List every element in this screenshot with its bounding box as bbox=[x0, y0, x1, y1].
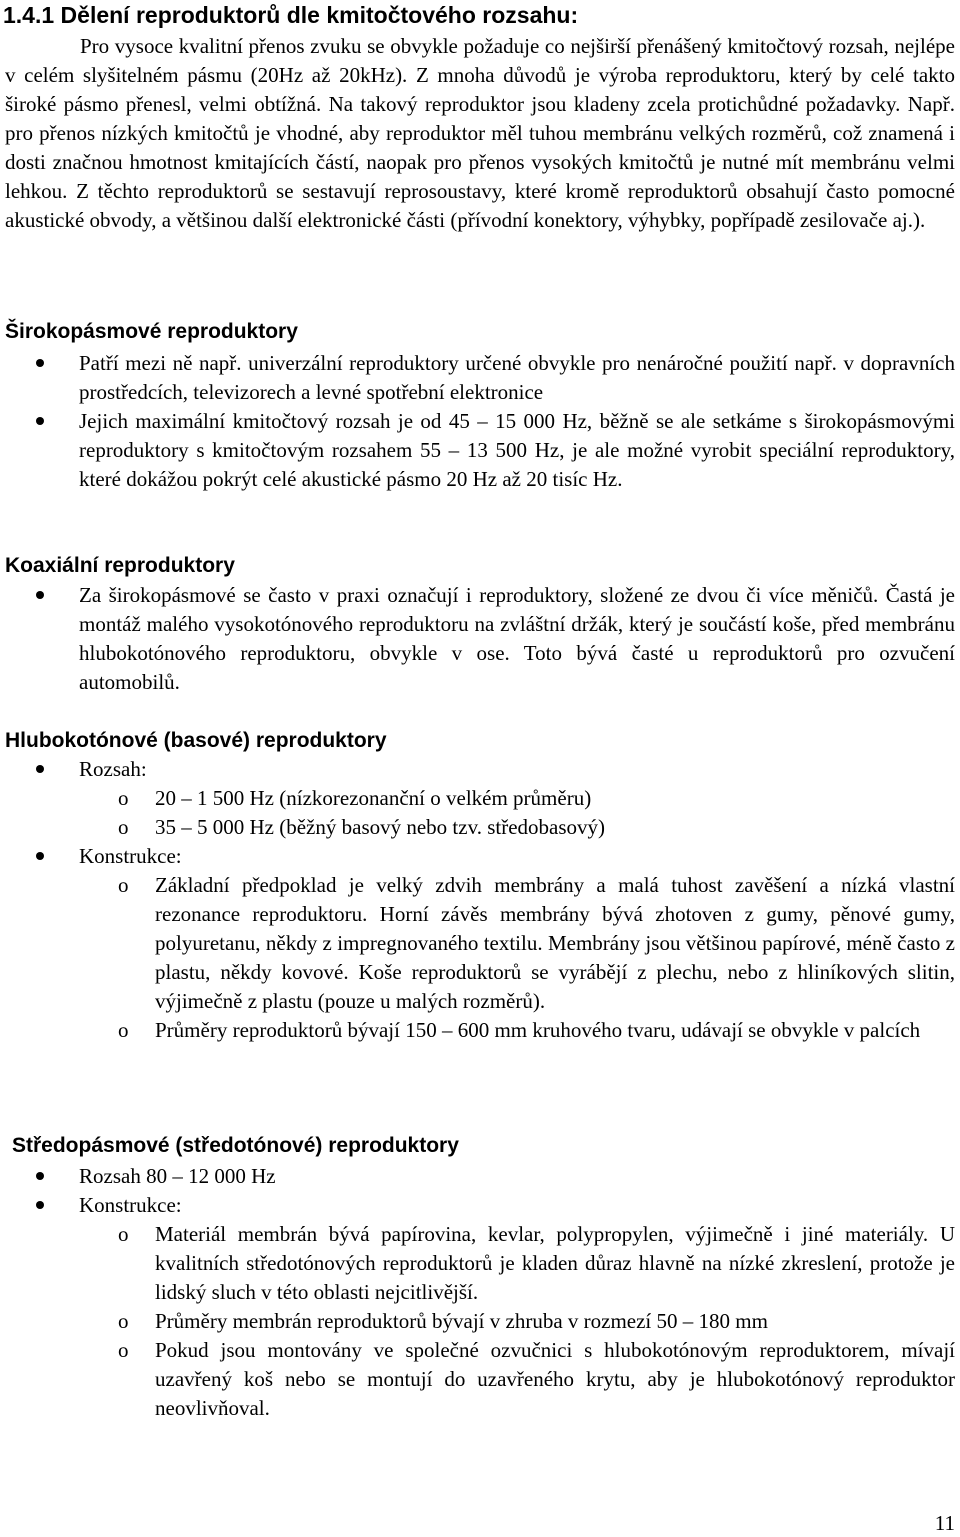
list-item: Jejich maximální kmitočtový rozsah je od 45 – 15 000 Hz, běžně se ale setkáme s širokopásmovými reproduktory s kmitočtovým rozsahem 55 – 13 500 Hz, je ale možné vyrobit speciální reproduktory, které dokážou pokrýt celé akustické pásmo 20 Hz až 20 tisíc Hz. bbox=[0, 407, 960, 494]
list-item bbox=[0, 755, 960, 842]
list-item bbox=[0, 1191, 960, 1423]
section-heading-hlubokotonove: Hlubokotónové (basové) reproduktory bbox=[5, 729, 387, 752]
page-title: 1.4.1 Dělení reproduktorů dle kmitočtového rozsahu: bbox=[3, 2, 579, 28]
koaxialni-list bbox=[0, 581, 960, 697]
section-heading-sirokopasmove: Širokopásmové reproduktory bbox=[5, 320, 298, 343]
list-item-label: Konstrukce: bbox=[79, 844, 182, 868]
page-number: 11 bbox=[934, 1511, 955, 1535]
list-item bbox=[0, 842, 960, 1045]
list-item: Patří mezi ně např. univerzální reproduktory určené obvykle pro nenáročné použití např. v dopravních prostředcích, televizorech a levné spotřební elektronice bbox=[0, 349, 960, 407]
sub-list-item: o Základní předpoklad je velký zdvih membrány a malá tuhost zavěšení a nízká vlastní rezonance reproduktoru. Horní závěs membrány bývá zhotoven z gumy, pěnové gumy, polyuretanu, někdy z impregnovaného textilu. Membrány jsou většinou papírové, méně často z plastu, někdy kovové. Koše reproduktorů se vyrábějí z plechu, nebo z hliníkových slitin, výjimečně z plastu (pouze u malých rozměrů). bbox=[79, 871, 955, 1016]
section-heading-koaxialni: Koaxiální reproduktory bbox=[5, 554, 235, 577]
list-item: Za širokopásmové se často v praxi označují i reproduktory, složené ze dvou či více měničů. Častá je montáž malého vysokotónového reproduktoru na zvláštní držák, který je součástí koše, před membránu hlubokotónového reproduktoru, obvykle v ose. Toto bývá časté u reproduktorů pro ozvučení automobilů. bbox=[0, 581, 960, 697]
sub-list-item: o Průměry reproduktorů bývají 150 – 600 mm kruhového tvaru, udávají se obvykle v palcích bbox=[79, 1016, 955, 1045]
sub-list-item: o 20 – 1 500 Hz (nízkorezonanční o velkém průměru) bbox=[79, 784, 955, 813]
list-item-label: Konstrukce: bbox=[79, 1193, 182, 1217]
sub-list-item: o Průměry membrán reproduktorů bývají v zhruba v rozmezí 50 – 180 mm bbox=[79, 1307, 955, 1336]
intro-paragraph: Pro vysoce kvalitní přenos zvuku se obvykle požaduje co nejširší přenášený kmitočtový rozsah, nejlépe v celém slyšitelném pásmu (20Hz až 20kHz). Z mnoha důvodů je výroba reproduktoru, který by celé takto široké pásmo přenesl, velmi obtížná. Na takový reproduktor jsou kladeny zcela protichůdné požadavky. Např. pro přenos nízkých kmitočtů je vhodné, aby reproduktor měl tuhou membránu velkých rozměrů, což znamená i dosti značnou hmotnost kmitajících částí, naopak pro přenos vysokých kmitočtů je nutné mít membránu velmi lehkou. Z těchto reproduktorů se sestavují reprosoustavy, které kromě reproduktorů obsahují často pomocné akustické obvody, a většinou další elektronické části (přívodní konektory, výhybky, popřípadě zesilovače aj.). bbox=[5, 34, 955, 232]
sub-list-item: o 35 – 5 000 Hz (běžný basový nebo tzv. středobasový) bbox=[79, 813, 955, 842]
section-heading-stredopasmove: Středopásmové (středotónové) reproduktory bbox=[12, 1134, 459, 1157]
sub-list bbox=[79, 871, 955, 1045]
list-item-label: Rozsah: bbox=[79, 757, 147, 781]
list-item: Rozsah 80 – 12 000 Hz bbox=[0, 1162, 960, 1191]
hlubokotonove-list bbox=[0, 755, 960, 1045]
stredopasmove-list bbox=[0, 1162, 960, 1423]
sirokopasmove-list bbox=[0, 349, 960, 494]
sub-list-item: o Materiál membrán bývá papírovina, kevlar, polypropylen, výjimečně i jiné materiály. U kvalitních středotónových reproduktorů je kladen důraz hlavně na nízké zkreslení, protože je lidský sluch v této oblasti nejcitlivější. bbox=[79, 1220, 955, 1307]
sub-list bbox=[79, 1220, 955, 1423]
sub-list-item: o Pokud jsou montovány ve společné ozvučnici s hlubokotónovým reproduktorem, mívají uzavřený koš nebo se montují do uzavřeného krytu, aby je hlubokotónový reproduktor neovlivňoval. bbox=[79, 1336, 955, 1423]
sub-list bbox=[79, 784, 955, 842]
